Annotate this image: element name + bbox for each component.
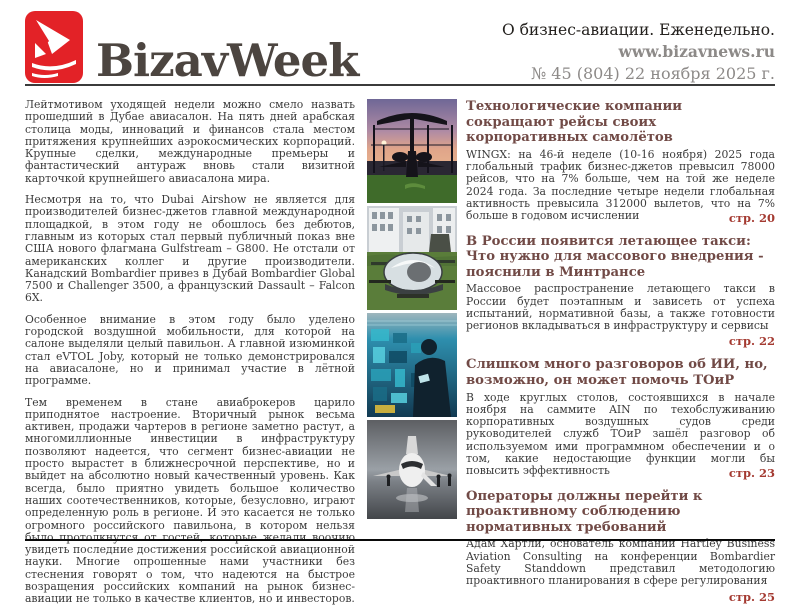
header (25, 0, 775, 88)
news-headline[interactable]: Операторы должны перейти к проактивному соблюдению нормативных требований (466, 488, 703, 535)
lead-paragraph: Несмотря на то, что Dubai Airshow не является для производителей бизнес-джетов главной международной площадкой, в этом году не обошлось без дебютов, главным из которых стал первый публичный показ вне США нового флагмана Gulfstream – G800. Не отстали от американских коллег и другие производители. Канадский Bombardier привез в Дубай Bombardier Global 7500 и Challenger 3500, а французский Dassault – Falcon 6X. (25, 193, 355, 305)
page-ref-link[interactable]: стр. 22 (728, 334, 775, 349)
lead-paragraph: Тем временем в стане авиаброкеров царило приподнятое настроение. Вторичный рынок весьма активен, продажи чартеров в регионе заметно растут, а многомиллионные инвестиции в инфраструктуру позволяют надеется, что сегмент бизнес-авиации не просто вырастет в ближнесрочной перспективе, но и выйдет на абсолютно новый качественный уровень. Как всегда, было приятно увидеть большое количество наших соотечественников, которые, безусловно, играют определенную роль в регионе. И это касается не только огромного российского павильона, в котором нельзя было протолкнутся от гостей, которые желали воочию увидеть последние достижения российской авиационной науки. Многие опрошенные нами участники без стеснения говорят о том, что надеются на быстрое возращения российских компаний на рынок бизнес-авиации не только в качестве клиентов, но и инвесторов. (25, 395, 355, 606)
news-summary: Массовое распространение летающего такси в России будет поэтапным и зависеть от успеха испытаний, нормативной базы, а также готовности регионов вкладываться в инфраструктуру и сервисы (466, 282, 775, 333)
lead-article (25, 99, 355, 615)
news-summary: WINGX: на 46-й неделе (10-16 ноября) 2025 года глобальный трафик бизнес-джетов превысил 78000 рейсов, что на 7% больше, чем на той же неделе 2024 года. За последние четыре недели глобальная активность превысила 312000 вылетов, что на 7% больше в годовом исчислении (466, 147, 775, 223)
lead-paragraph: Лейтмотивом уходящей недели можно смело назвать прошедший в Дубае авиасалон. На пять дней арабская столица моды, инноваций и финансов стала местом притяжения крупнейших аэрокосмических корпораций. Крупные сделки, международные премьеры и фантастический антураж вновь стали визитной карточкой крупнейшего авиасалона мира. (25, 98, 355, 185)
news-digest (466, 99, 775, 613)
page-ref-link[interactable]: стр. 20 (728, 210, 775, 225)
website-link[interactable]: www.bizavnews.ru (618, 42, 775, 61)
brand (25, 11, 359, 88)
page-ref-link[interactable]: стр. 23 (728, 465, 775, 480)
news-headline[interactable]: Технологические компании сокращают рейсы своих корпоративных самолётов (466, 99, 683, 146)
bizav-logo-icon (25, 11, 83, 83)
news-item (466, 234, 775, 349)
news-summary: В ходе круглых столов, состоявшихся в начале ноября на саммите AIN по техобслуживанию корпоративных воздушных судов среди руководителей служб ТОиР зашёл разговор об используемом ими программном обеспечении и о том, какие недостающие функции могли бы повысить эффективность (466, 390, 775, 478)
news-headline[interactable]: Слишком много разговоров об ИИ, но, возможно, он может помочь ТОиР (466, 357, 768, 389)
issue-number: № 45 (804) 22 ноября 2025 г. (531, 64, 775, 83)
news-headline[interactable]: В России появится летающее такси: Что нужно для массового внедрения - пояснили в Минтрансе (466, 233, 764, 280)
news-summary: Адам Хартли, основатель компании Hartley Business Aviation Consulting на конференции Bombardier Safety Standdown представил методологию проактивного планирования в сфере регулирования (466, 537, 775, 588)
main-content (25, 86, 775, 615)
app-title: BizavWeek (96, 34, 359, 88)
jet-front-monochrome-photo (367, 420, 457, 519)
news-item (466, 489, 775, 604)
engineer-tech-wall-photo (367, 313, 457, 417)
photo-column (367, 99, 457, 519)
header-info (502, 11, 775, 86)
news-item (466, 357, 775, 479)
evtol-air-taxi-photo (367, 206, 457, 310)
news-item (466, 99, 775, 225)
jet-rear-sunset-photo (367, 99, 457, 203)
footer-divider (25, 539, 775, 541)
tagline: О бизнес-авиации. Еженедельно. (501, 21, 775, 39)
page-ref-link[interactable]: стр. 25 (728, 589, 775, 604)
lead-paragraph: Особенное внимание в этом году было уделено городской воздушной мобильности, для которой на салоне выделяли целый павильон. А главной изюминкой стал eVTOL Joby, который не только демонстрировался на авиасалоне, но и принимал участие в лётной программе. (25, 312, 355, 388)
